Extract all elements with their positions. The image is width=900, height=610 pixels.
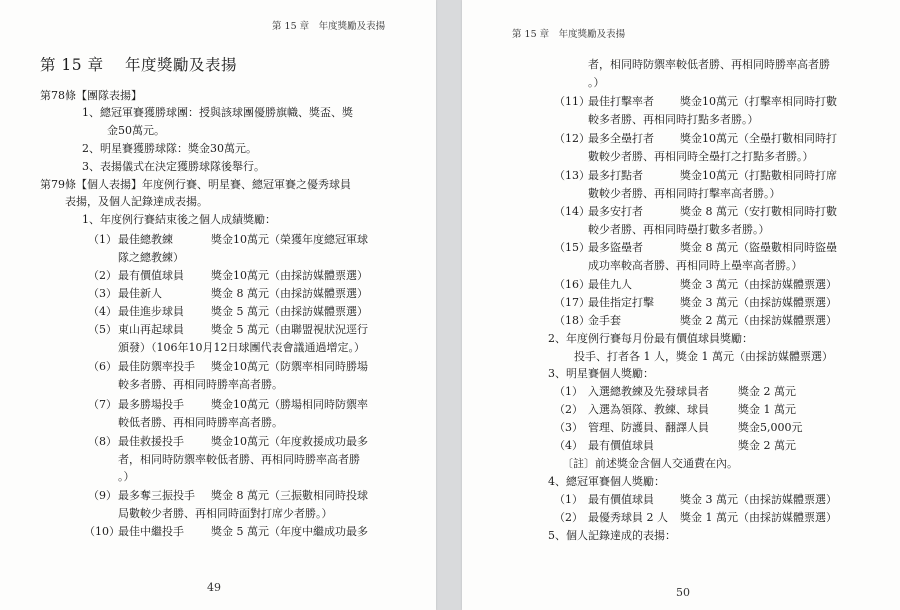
page-header: 第 15 章 年度獎勵及表揚	[272, 21, 386, 32]
award-name: 管理、防護員、翻譯人員	[588, 421, 709, 434]
section-1-title: 1、年度例行賽結束後之個人成績獎勵：	[82, 213, 276, 226]
carryover-text: 。）	[588, 76, 605, 89]
award-prize: 獎金 2 萬元	[738, 439, 796, 452]
award-name: 最佳指定打擊	[588, 296, 654, 309]
award-name: 入選總教練及先發球員者	[588, 385, 709, 398]
award-prize: 獎金10萬元（全壘打數相同時打	[680, 132, 837, 145]
award-prize-cont: 數較少者勝、再相同時全壘打之打點多者勝。）	[588, 150, 814, 163]
article-79-title-cont: 表揚，及個人記錄達成表揚。	[65, 195, 208, 208]
award-name: 最多安打者	[588, 205, 643, 218]
award-number: （18）	[554, 314, 590, 327]
award-number: （11）	[554, 95, 590, 108]
award-prize: 獎金 8 萬元（盜壘數相同時盜壘	[680, 241, 837, 254]
award-name: 最佳救援投手	[118, 435, 184, 448]
award-name: 最有價值球員	[118, 269, 184, 282]
section-3-title: 3、明星賽個人獎勵：	[548, 367, 654, 380]
award-number: （14）	[554, 205, 590, 218]
award-prize-cont: 隊之總教練）	[118, 251, 184, 264]
award-name: 入選為領隊、教練、球員	[588, 403, 709, 416]
award-number: （15）	[554, 241, 590, 254]
section-2-text: 投手、打者各 1 人，獎金 1 萬元（由採訪媒體票選）	[574, 350, 833, 363]
left-page	[0, 0, 436, 610]
award-name: 最優秀球員 2 人	[588, 511, 668, 524]
award-number: （3）	[88, 287, 117, 300]
award-number: （1）	[554, 385, 583, 398]
award-name: 最多奪三振投手	[118, 489, 195, 502]
award-number: （12）	[554, 132, 590, 145]
award-number: （2）	[554, 511, 583, 524]
article-78-item-2: 2、明星賽獲勝球隊：獎金30萬元。	[82, 142, 257, 155]
award-number: （2）	[88, 269, 117, 282]
award-number: （8）	[88, 435, 117, 448]
award-name: 最佳進步球員	[118, 305, 184, 318]
award-prize: 獎金 1 萬元（由採訪媒體票選）	[680, 511, 837, 524]
award-prize: 獎金 8 萬元（三振數相同時投球	[211, 489, 368, 502]
award-prize: 獎金5,000元	[738, 421, 803, 434]
article-78-item-1-cont: 金50萬元。	[107, 124, 165, 137]
award-prize: 獎金 5 萬元（年度中繼成功最多	[211, 525, 368, 538]
award-prize-cont: 較多者勝、再相同時勝率高者勝。	[118, 378, 283, 391]
article-78-item-3: 3、表揚儀式在決定獲勝球隊後舉行。	[82, 160, 265, 173]
award-prize: 獎金 5 萬元（由採訪媒體票選）	[211, 305, 368, 318]
page-number: 49	[207, 581, 221, 594]
award-prize-cont: 。）	[118, 470, 135, 483]
award-number: （2）	[554, 403, 583, 416]
award-number: （5）	[88, 323, 117, 336]
page-number: 50	[676, 586, 690, 599]
award-prize: 獎金10萬元（年度救援成功最多	[211, 435, 368, 448]
award-prize-cont: 成功率較高者勝、再相同時上壘率高者勝。）	[588, 259, 803, 272]
award-prize-cont: 者，相同時防禦率較低者勝、再相同時勝率高者勝	[118, 453, 360, 466]
award-prize-cont: 較低者勝、再相同時勝率高者勝。	[118, 416, 283, 429]
award-name: 最佳中繼投手	[118, 525, 184, 538]
award-name: 最佳防禦率投手	[118, 360, 195, 373]
award-prize: 獎金 2 萬元（由採訪媒體票選）	[680, 314, 837, 327]
award-name: 最佳新人	[118, 287, 162, 300]
award-prize-cont: 數較少者勝、再相同時打擊率高者勝。）	[588, 187, 781, 200]
award-name: 金手套	[588, 314, 621, 327]
award-prize: 獎金10萬元（打點數相同時打席	[680, 169, 837, 182]
award-prize-cont: 較少者勝、再相同時壘打數多者勝。）	[588, 223, 770, 236]
carryover-text: 者，相同時防禦率較低者勝、再相同時勝率高者勝	[588, 58, 830, 71]
award-prize: 獎金10萬元（由採訪媒體票選）	[211, 269, 368, 282]
award-number: （10）	[84, 525, 120, 538]
section-3-note: 〔註〕前述獎金含個人交通費在內。	[562, 457, 738, 470]
award-prize: 獎金10萬元（榮獲年度總冠軍球	[211, 233, 368, 246]
award-name: 最多全壘打者	[588, 132, 654, 145]
award-number: （17）	[554, 296, 590, 309]
award-prize: 獎金 3 萬元（由採訪媒體票選）	[680, 493, 837, 506]
award-prize: 獎金 5 萬元（由聯盟視狀況逕行	[211, 323, 368, 336]
award-number: （4）	[554, 439, 583, 452]
article-78-title: 第78條【團隊表揚】	[40, 89, 142, 102]
section-4-title: 4、總冠軍賽個人獎勵：	[548, 475, 665, 488]
award-prize: 獎金10萬元（勝場相同時防禦率	[211, 398, 368, 411]
page-header: 第 15 章 年度獎勵及表揚	[512, 29, 626, 40]
award-prize: 獎金 3 萬元（由採訪媒體票選）	[680, 278, 837, 291]
award-number: （13）	[554, 169, 590, 182]
chapter-title: 第 15 章 年度獎勵及表揚	[40, 56, 238, 74]
award-prize-cont: 較多者勝、再相同時打點多者勝。）	[588, 113, 759, 126]
award-name: 東山再起球員	[118, 323, 184, 336]
right-page	[462, 0, 900, 610]
article-79-title: 第79條【個人表揚】年度例行賽、明星賽、總冠軍賽之優秀球員	[40, 178, 351, 191]
award-name: 最佳打擊率者	[588, 95, 654, 108]
award-prize: 獎金 3 萬元（由採訪媒體票選）	[680, 296, 837, 309]
award-name: 最多打點者	[588, 169, 643, 182]
award-number: （7）	[88, 398, 117, 411]
award-prize: 獎金 8 萬元（安打數相同時打數	[680, 205, 837, 218]
award-name: 最有價值球員	[588, 439, 654, 452]
award-prize: 獎金10萬元（打擊率相同時打數	[680, 95, 837, 108]
section-2-title: 2、年度例行賽每月份最有價值球員獎勵：	[548, 332, 753, 345]
award-number: （1）	[88, 233, 117, 246]
award-number: （9）	[88, 489, 117, 502]
award-number: （6）	[88, 360, 117, 373]
award-name: 最佳九人	[588, 278, 632, 291]
award-prize-cont: 局數較少者勝、再相同時面對打席少者勝。）	[118, 507, 333, 520]
award-prize: 獎金 1 萬元	[738, 403, 796, 416]
award-prize-cont: 頒發）（106年10月12日球團代表會議通過增定。）	[118, 341, 365, 354]
award-number: （1）	[554, 493, 583, 506]
award-number: （16）	[554, 278, 590, 291]
award-name: 最有價值球員	[588, 493, 654, 506]
award-name: 最佳總教練	[118, 233, 173, 246]
award-prize: 獎金 2 萬元	[738, 385, 796, 398]
award-prize: 獎金10萬元（防禦率相同時勝場	[211, 360, 368, 373]
award-number: （3）	[554, 421, 583, 434]
award-name: 最多盜壘者	[588, 241, 643, 254]
award-prize: 獎金 8 萬元（由採訪媒體票選）	[211, 287, 368, 300]
section-5-title: 5、個人記錄達成的表揚：	[548, 529, 676, 542]
award-name: 最多勝場投手	[118, 398, 184, 411]
article-78-item-1: 1、總冠軍賽獲勝球團：授與該球團優勝旗幟、獎盃、獎	[82, 106, 353, 119]
award-number: （4）	[88, 305, 117, 318]
